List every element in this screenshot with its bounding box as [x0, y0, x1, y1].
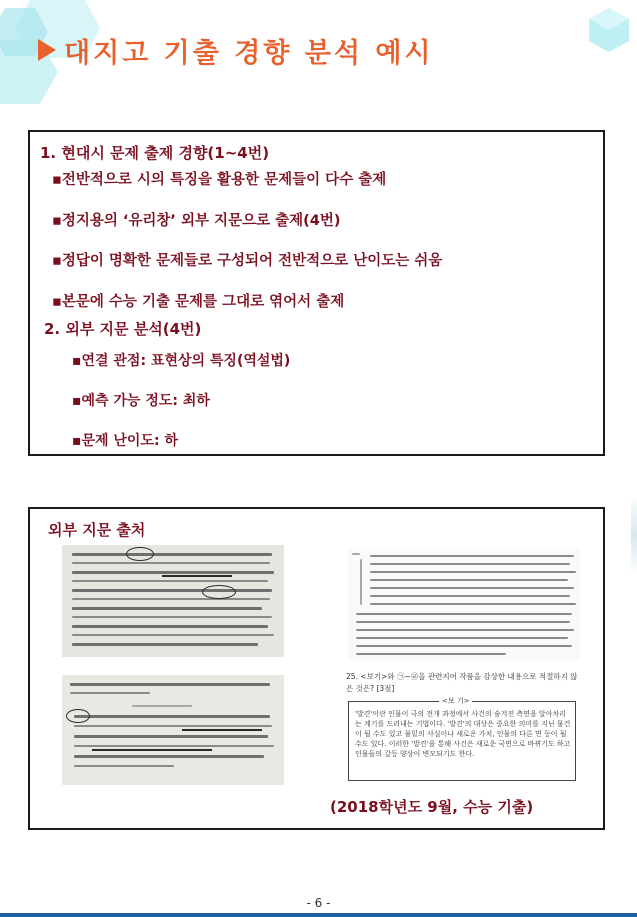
- section-heading-1: 1. 현대시 문제 출제 경향(1~4번): [40, 144, 270, 162]
- scanned-passage-image: [62, 545, 284, 657]
- sub-item: ▪연결 관점: 표현상의 특징(역설법): [72, 353, 291, 369]
- exam-question-image: [342, 669, 584, 787]
- exam-question-text: 25. <보기>와 ㉠~㉣을 관련지어 작품을 감상한 내용으로 적절하지 않은 것은? [3점]: [346, 672, 578, 693]
- decorative-edge: [631, 495, 637, 575]
- trend-analysis-box: [28, 130, 605, 456]
- source-note: (2018학년도 9월, 수능 기출): [330, 798, 534, 816]
- bogi-text: '발견'이란 인물이 극의 전개 과정에서 사건의 숨겨진 측면을 알아차리는 계기를 드러내는 기법이다. '발견'의 대상은 중요한 의미를 지닌 물건이 될 수도 있고 물밑의 사실이나 새로운 가치, 인물의 다른 면 등이 될 수도 있다. 이러한 '발견'을 통해 사건은 새로운 국면으로 바뀌기도 하고 인물들의 갈등 양상이 변모되기도 한다.: [355, 710, 571, 758]
- play-triangle-icon: [38, 39, 56, 61]
- decorative-hexagon-small: [585, 6, 633, 54]
- exam-passage-image: [348, 549, 580, 661]
- bullet-item: ▪정지용의 ‘유리창’ 외부 지문으로 출제(4번): [52, 213, 341, 229]
- page-title: 대지고 기출 경향 분석 예시: [64, 37, 434, 69]
- section-heading-2: 2. 외부 지문 분석(4번): [44, 320, 202, 338]
- bullet-item: ▪전반적으로 시의 특징을 활용한 문제들이 다수 출제: [52, 172, 387, 188]
- bullet-item: ▪정답이 명확한 문제들로 구성되어 전반적으로 난이도는 쉬움: [52, 253, 443, 269]
- bogi-label: <보 기>: [439, 696, 472, 706]
- bullet-item: ▪본문에 수능 기출 문제를 그대로 엮어서 출제: [52, 294, 345, 310]
- page-header: [38, 28, 434, 72]
- bogi-box: [348, 697, 576, 781]
- source-title: 외부 지문 출처: [48, 521, 146, 539]
- bottom-bar: [0, 913, 637, 917]
- page-number: - 6 -: [306, 896, 331, 910]
- scanned-question-image: [62, 675, 284, 785]
- sub-item: ▪예측 가능 정도: 최하: [72, 393, 210, 409]
- external-source-box: [28, 507, 605, 830]
- sub-item: ▪문제 난이도: 하: [72, 433, 178, 449]
